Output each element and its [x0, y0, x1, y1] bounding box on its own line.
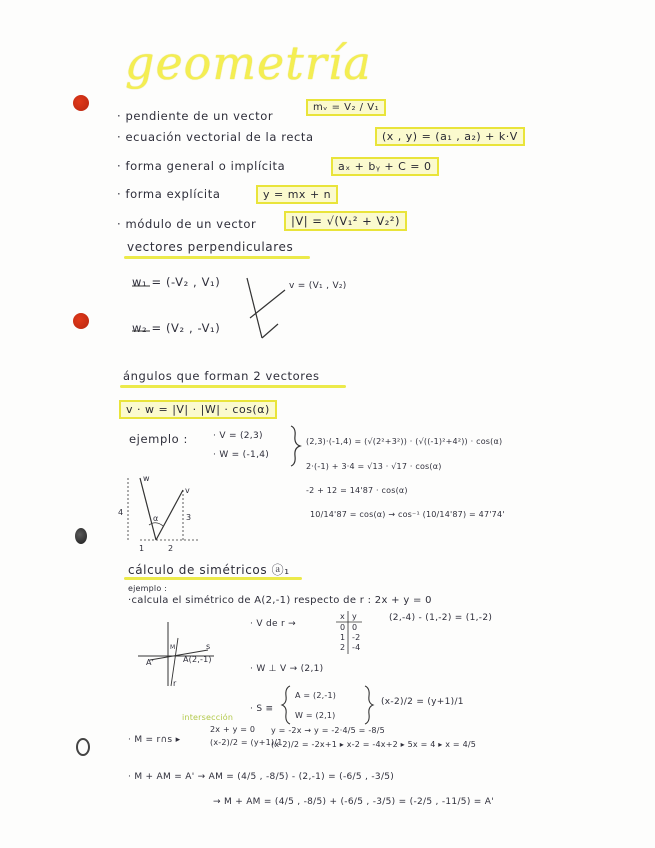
sym-perp: · W ⊥ V → (2,1)	[250, 664, 324, 674]
table-cell: 0	[340, 623, 346, 632]
m-calc: y = -2x → y = -2·4/5 = -8/5	[271, 726, 385, 735]
table-cell: 2	[340, 643, 346, 652]
annotation-interseccion: intersección	[182, 713, 234, 722]
def-label: · módulo de un vector	[117, 217, 257, 231]
table-x: x	[340, 612, 345, 621]
angle-formula-box: v · w = |V| · |W| · cos(α)	[119, 400, 277, 419]
sym-s-a: A = (2,-1)	[295, 691, 337, 700]
fig-M: M	[170, 644, 176, 651]
fig-A: A(2,-1)	[183, 655, 212, 664]
sym-statement: ·calcula el simétrico de A(2,-1) respecto de r : 2x + y = 0	[128, 595, 432, 606]
sym-s-w: W = (2,1)	[295, 711, 336, 720]
def-label: · pendiente de un vector	[117, 109, 274, 123]
def-label: · forma explícita	[117, 187, 221, 201]
angle-step: 10/14'87 = cos(α) → cos⁻¹ (10/14'87) = 47'74'	[310, 510, 505, 519]
sym-vdr-result: (2,-4) - (1,-2) = (1,-2)	[389, 613, 493, 623]
fig-w: w	[143, 474, 150, 483]
sym-s-eq: (x-2)/2 = (y+1)/1	[381, 697, 464, 707]
perp-w2: w₂ = (V₂ , -V₁)	[132, 321, 221, 335]
angle-step: (2,3)·(-1,4) = (√(2²+3²)) · (√((-1)²+4²)) · cos(α)	[306, 437, 503, 446]
table-y: y	[352, 612, 357, 621]
def-label: · ecuación vectorial de la recta	[117, 130, 314, 144]
fig-A1: A'	[146, 658, 155, 667]
table-cell: 1	[340, 633, 346, 642]
example-label: ejemplo :	[128, 584, 168, 593]
example-w: · W = (-1,4)	[213, 450, 270, 460]
example-v: · V = (2,3)	[213, 431, 263, 441]
fig-alpha: α	[153, 514, 159, 523]
section-heading: vectores perpendiculares	[127, 240, 294, 254]
fig-4: 4	[118, 508, 124, 517]
angle-step: -2 + 12 = 14'87 · cos(α)	[306, 486, 408, 495]
m-label: · M = r∩s ▸	[128, 735, 181, 745]
fig-s: s	[206, 642, 211, 651]
def-formula-box: mᵥ = V₂ / V₁	[306, 99, 386, 116]
table-cell: -4	[352, 643, 361, 652]
sym-s-label: · S ≡	[250, 704, 274, 714]
fig-r: r	[173, 679, 177, 688]
def-formula-box: |V| = √(V₁² + V₂²)	[284, 211, 407, 231]
section-heading: ángulos que forman 2 vectores	[123, 369, 320, 383]
sym-vdr: · V de r →	[250, 619, 296, 629]
table-cell: -2	[352, 633, 361, 642]
fig-v: v	[185, 486, 190, 495]
m-system-eq: (x-2)/2 = (y+1)/1	[210, 738, 283, 747]
fig-2: 2	[168, 544, 174, 553]
section-heading: cálculo de simétricos ⓐ₁	[128, 563, 290, 577]
perp-w1: w₁ = (-V₂ , V₁)	[132, 275, 221, 289]
def-formula-box: y = mx + n	[256, 185, 338, 204]
fig-1: 1	[139, 544, 145, 553]
m-system-eq: 2x + y = 0	[210, 725, 256, 734]
am-line: · M + AM = A' → AM = (4/5 , -8/5) - (2,-1) = (-6/5 , -3/5)	[128, 772, 395, 782]
fig-3: 3	[186, 513, 192, 522]
m-calc: (x-2)/2 = -2x+1 ▸ x-2 = -4x+2 ▸ 5x = 4 ▸ x = 4/5	[271, 740, 477, 749]
angle-step: 2·(-1) + 3·4 = √13 · √17 · cos(α)	[306, 462, 442, 471]
table-cell: 0	[352, 623, 358, 632]
def-formula-box: (x , y) = (a₁ , a₂) + k·V	[375, 127, 525, 146]
am-line: → M + AM = (4/5 , -8/5) + (-6/5 , -3/5) = (-2/5 , -11/5) = A'	[213, 797, 495, 807]
perp-v: v = (V₁ , V₂)	[289, 281, 347, 291]
def-formula-box: aₓ + bᵧ + C = 0	[331, 157, 439, 176]
def-label: · forma general o implícita	[117, 159, 286, 173]
example-label: ejemplo :	[129, 432, 189, 446]
page-title: geometría	[125, 36, 372, 90]
